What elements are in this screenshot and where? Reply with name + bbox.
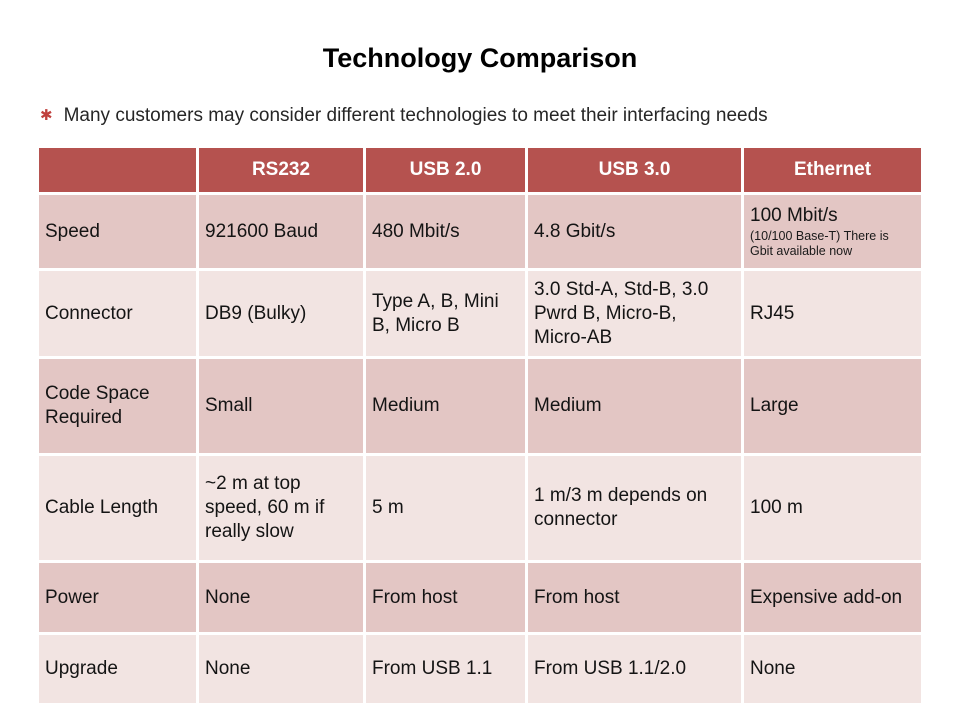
cell-text: Small xyxy=(205,395,253,416)
cell-text: From USB 1.1/2.0 xyxy=(534,658,687,679)
cell-text: 5 m xyxy=(372,497,404,518)
table-row xyxy=(38,634,923,705)
table-cell xyxy=(743,455,923,562)
cell-text: 480 Mbit/s xyxy=(372,220,460,242)
cell-text: Expensive add-on xyxy=(750,586,903,608)
column-header-usb-3-0: USB 3.0 xyxy=(527,147,743,194)
table-cell xyxy=(198,455,365,562)
table-cell xyxy=(365,270,527,358)
cell-text: 1 m/3 m depends on connector xyxy=(534,485,708,530)
row-label: Cable Length xyxy=(38,455,198,562)
table-row xyxy=(38,455,923,562)
table-cell xyxy=(198,634,365,705)
table-row xyxy=(38,562,923,634)
cell-text: 3.0 Std-A, Std-B, 3.0 Pwrd B, Micro-B, Micro-AB xyxy=(534,278,709,348)
cell-text: ~2 m at top speed, 60 m if really slow xyxy=(205,473,325,542)
table-header-row xyxy=(38,147,923,194)
cell-text: From host xyxy=(372,586,458,608)
table-cell xyxy=(365,562,527,634)
table-cell xyxy=(743,562,923,634)
row-label: Connector xyxy=(38,270,198,358)
cell-text: Large xyxy=(750,395,799,416)
cell-text: From host xyxy=(534,586,620,608)
table-cell xyxy=(527,194,743,270)
column-header-ethernet: Ethernet xyxy=(743,147,923,194)
table-cell xyxy=(527,270,743,358)
table-cell xyxy=(198,270,365,358)
table-row xyxy=(38,194,923,270)
row-label: Speed xyxy=(38,194,198,270)
slide-title: Technology Comparison xyxy=(322,43,638,73)
cell-text: From USB 1.1 xyxy=(372,658,493,679)
table-cell xyxy=(527,358,743,455)
table-cell xyxy=(365,455,527,562)
cell-text: 100 m xyxy=(750,497,803,518)
column-header-usb-2-0: USB 2.0 xyxy=(365,147,527,194)
cell-text: 100 Mbit/s xyxy=(750,205,838,226)
corner-header-cell xyxy=(38,147,198,194)
cell-text: RJ45 xyxy=(750,302,795,324)
table-cell xyxy=(743,634,923,705)
cell-text: None xyxy=(205,586,251,608)
table-cell xyxy=(743,270,923,358)
cell-text: None xyxy=(205,658,251,679)
table-cell xyxy=(743,358,923,455)
cell-note: (10/100 Base-T) There is Gbit available now xyxy=(750,229,889,258)
bullet-text: Many customers may consider different technologies to meet their interfacing needs xyxy=(63,105,768,126)
cell-text: Type A, B, Mini B, Micro B xyxy=(372,290,499,336)
table-cell xyxy=(365,194,527,270)
table-cell xyxy=(743,194,923,270)
table-row xyxy=(38,358,923,455)
table-cell xyxy=(527,634,743,705)
cell-text: None xyxy=(750,658,796,679)
row-label: Power xyxy=(38,562,198,634)
table-cell xyxy=(527,562,743,634)
table-cell xyxy=(527,455,743,562)
column-header-rs232: RS232 xyxy=(198,147,365,194)
asterisk-bullet-icon: ✱ xyxy=(40,107,53,124)
row-label: Upgrade xyxy=(38,634,198,705)
table-cell xyxy=(365,358,527,455)
table-row xyxy=(38,270,923,358)
table-cell xyxy=(365,634,527,705)
cell-text: Medium xyxy=(534,395,602,416)
cell-text: 921600 Baud xyxy=(205,220,319,242)
bullet-line xyxy=(40,103,930,128)
table-cell xyxy=(198,562,365,634)
comparison-table xyxy=(36,145,924,706)
row-label: Code Space Required xyxy=(38,358,198,455)
table-cell xyxy=(198,194,365,270)
table-cell xyxy=(198,358,365,455)
cell-text: 4.8 Gbit/s xyxy=(534,220,616,242)
cell-text: DB9 (Bulky) xyxy=(205,302,307,324)
cell-text: Medium xyxy=(372,395,440,416)
